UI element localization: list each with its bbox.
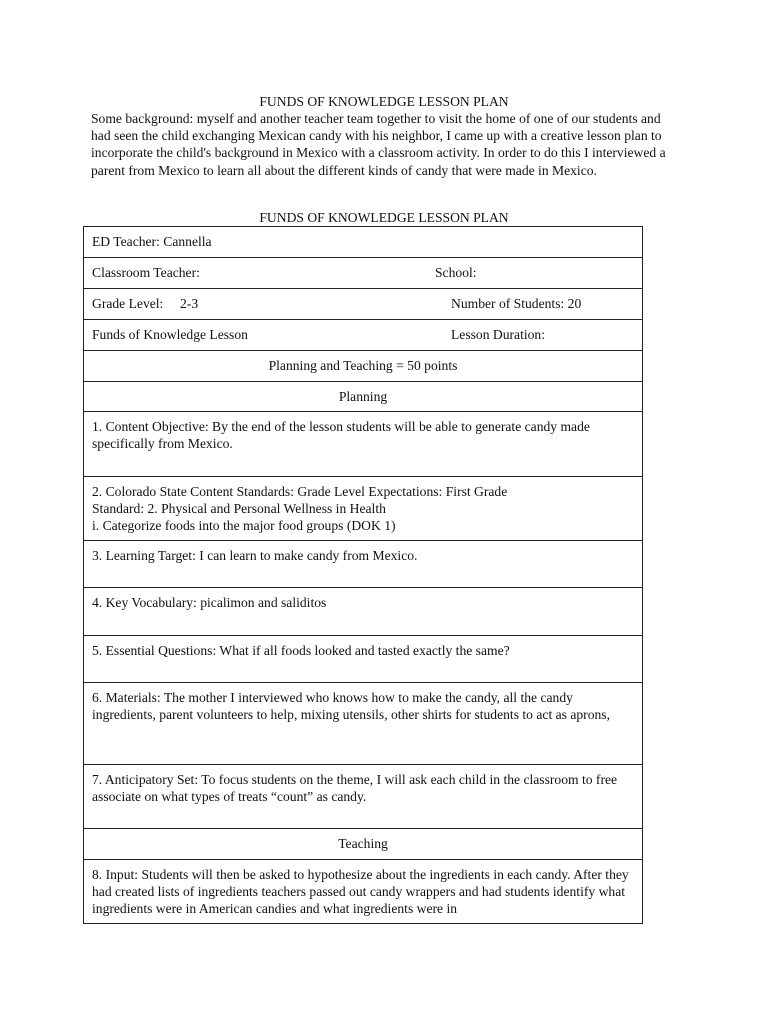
table-row [84,258,643,289]
table-row [84,829,643,860]
key-vocabulary-cell: 4. Key Vocabulary: picalimon and saliditos [84,588,643,636]
table-row [84,588,643,636]
grade-students-cell [84,289,643,320]
table-row [84,477,643,541]
table-row [84,412,643,477]
grade-level [92,295,451,312]
materials-cell: 6. Materials: The mother I interviewed who knows how to make the candy, all the candy ingredients, parent volunteers to help, mixing utensils, other shirts for students to act as aprons, [84,683,643,765]
standards-line: Standard: 2. Physical and Personal Wellness in Health [92,501,386,516]
table-row [84,289,643,320]
table-title: FUNDS OF KNOWLEDGE LESSON PLAN [259,210,509,225]
table-row [84,636,643,683]
points-cell: Planning and Teaching = 50 points [84,351,643,382]
table-row [84,320,643,351]
table-row [84,351,643,382]
table-row [84,860,643,924]
input-cell: 8. Input: Students will then be asked to hypothesize about the ingredients in each candy. After they had created lists of ingredients teachers passed out candy wrappers and had students identify what ingredients were in American candies and what ingredients were in [84,860,643,924]
number-of-students: Number of Students: 20 [451,296,582,311]
planning-heading: Planning [84,382,643,412]
school-label: School: [435,265,477,280]
teacher-school-cell [84,258,643,289]
essential-questions-cell: 5. Essential Questions: What if all foods looked and tasted exactly the same? [84,636,643,683]
lesson-duration-cell [84,320,643,351]
lesson-plan-table [83,226,643,924]
classroom-teacher-label: Classroom Teacher: [92,265,200,280]
standards-cell [84,477,643,541]
content-objective-cell: 1. Content Objective: By the end of the lesson students will be able to generate candy made specifically from Mexico. [84,412,643,477]
anticipatory-set-cell: 7. Anticipatory Set: To focus students on the theme, I will ask each child in the classroom to free associate on what types of treats “count” as candy. [84,765,643,829]
table-row [84,227,643,258]
teaching-heading: Teaching [84,829,643,860]
table-row [84,541,643,588]
lesson-duration: Lesson Duration: [451,327,546,342]
table-row [84,765,643,829]
ed-teacher-cell: ED Teacher: Cannella [84,227,643,258]
standards-line: 2. Colorado State Content Standards: Grade Level Expectations: First Grade [92,484,508,499]
document-title: FUNDS OF KNOWLEDGE LESSON PLAN [259,94,509,109]
table-row [84,683,643,765]
lesson-name: Funds of Knowledge Lesson [92,327,248,342]
standards-line: i. Categorize foods into the major food groups (DOK 1) [92,518,396,533]
grade-level-value: 2-3 [180,296,199,311]
background-paragraph: Some background: myself and another teacher team together to visit the home of one of our students and had seen the child exchanging Mexican candy with his neighbor, I came up with a creative lesson plan to incorporate the child's background in Mexico with a classroom activity. In order to do this I interviewed a parent from Mexico to learn all about the different kinds of candy that were made in Mexico. [91,111,666,178]
table-row [84,382,643,412]
grade-level-label: Grade Level: [92,296,164,311]
learning-target-cell: 3. Learning Target: I can learn to make candy from Mexico. [84,541,643,588]
